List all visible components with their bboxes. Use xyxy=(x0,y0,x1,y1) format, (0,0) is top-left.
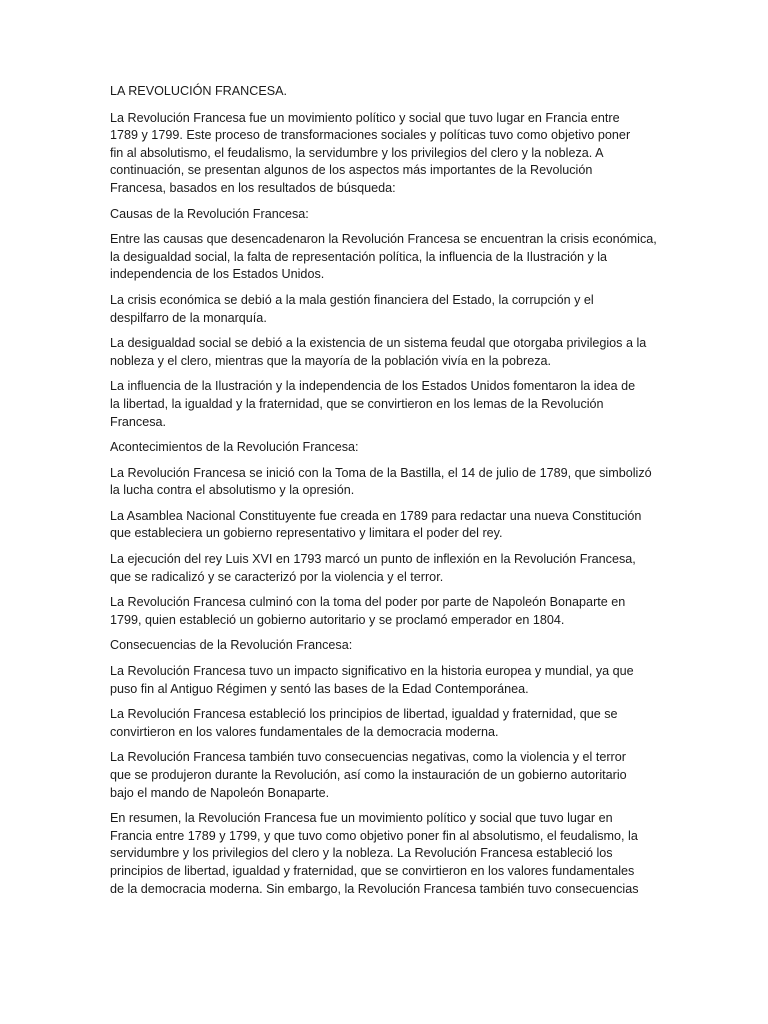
paragraph-summary: En resumen, la Revolución Francesa fue un movimiento político y social que tuvo lugar en Francia entre 1789 y 1799, y que tuvo como objetivo poner fin al absolutismo, el feudalismo, la servidumbre y los privilegios del clero y la nobleza. La Revolución Francesa estableció los principios de libertad, igualdad y fraternidad, que se convirtieron en los valores fundamentales de la democracia moderna. Sin embargo, la Revolución Francesa también tuvo consecuencias xyxy=(110,811,639,896)
paragraph: La Revolución Francesa también tuvo consecuencias negativas, como la violencia y el terror que se produjeron durante la Revolución, así como la instauración de un gobierno autoritario bajo el mando de Napoleón Bonaparte. xyxy=(110,750,627,800)
section-heading-consequences: Consecuencias de la Revolución Francesa: xyxy=(110,638,353,653)
paragraph-intro: La Revolución Francesa fue un movimiento político y social que tuvo lugar en Francia entre 1789 y 1799. Este proceso de transformaciones sociales y políticas tuvo como objetivo poner fin al absolutismo, el feudalismo, la servidumbre y los privilegios del clero y la nobleza. A continuación, se presentan algunos de los aspectos más importantes de la Revolución Francesa, basados en los resultados de búsqueda: xyxy=(110,110,631,195)
paragraph: La Revolución Francesa tuvo un impacto significativo en la historia europea y mundial, ya que puso fin al Antiguo Régimen y sentó las bases de la Edad Contemporánea. xyxy=(110,664,634,696)
paragraph: Entre las causas que desencadenaron la Revolución Francesa se encuentran la crisis económica, la desigualdad social, la falta de representación política, la influencia de la Ilustración y la independencia de los Estados Unidos. xyxy=(110,232,657,282)
paragraph: La Asamblea Nacional Constituyente fue creada en 1789 para redactar una nueva Constitución que estableciera un gobierno representativo y limitara el poder del rey. xyxy=(110,508,642,541)
paragraph: La Revolución Francesa estableció los principios de libertad, igualdad y fraternidad, que se convirtieron en los valores fundamentales de la democracia moderna. xyxy=(110,707,618,739)
paragraph: La Revolución Francesa se inició con la Toma de la Bastilla, el 14 de julio de 1789, que simbolizó la lucha contra el absolutismo y la opresión. xyxy=(110,465,652,498)
paragraph: La ejecución del rey Luis XVI en 1793 marcó un punto de inflexión en la Revolución Francesa, que se radicalizó y se caracterizó por la violencia y el terror. xyxy=(110,552,636,584)
section-heading-causes: Causas de la Revolución Francesa: xyxy=(110,206,309,221)
document-title: LA REVOLUCIÓN FRANCESA. xyxy=(110,84,288,98)
paragraph: La Revolución Francesa culminó con la toma del poder por parte de Napoleón Bonaparte en 1799, quien estableció un gobierno autoritario y se proclamó emperador en 1804. xyxy=(110,595,626,627)
section-heading-events: Acontecimientos de la Revolución Francesa: xyxy=(110,440,359,455)
paragraph: La crisis económica se debió a la mala gestión financiera del Estado, la corrupción y el despilfarro de la monarquía. xyxy=(110,292,594,325)
paragraph: La desigualdad social se debió a la existencia de un sistema feudal que otorgaba privilegios a la nobleza y el clero, mientras que la mayoría de la población vivía en la pobreza. xyxy=(110,336,647,368)
paragraph: La influencia de la Ilustración y la independencia de los Estados Unidos fomentaron la idea de la libertad, la igualdad y la fraternidad, que se convirtieron en los lemas de la Revolución Francesa. xyxy=(110,379,636,429)
document-page xyxy=(110,83,670,906)
